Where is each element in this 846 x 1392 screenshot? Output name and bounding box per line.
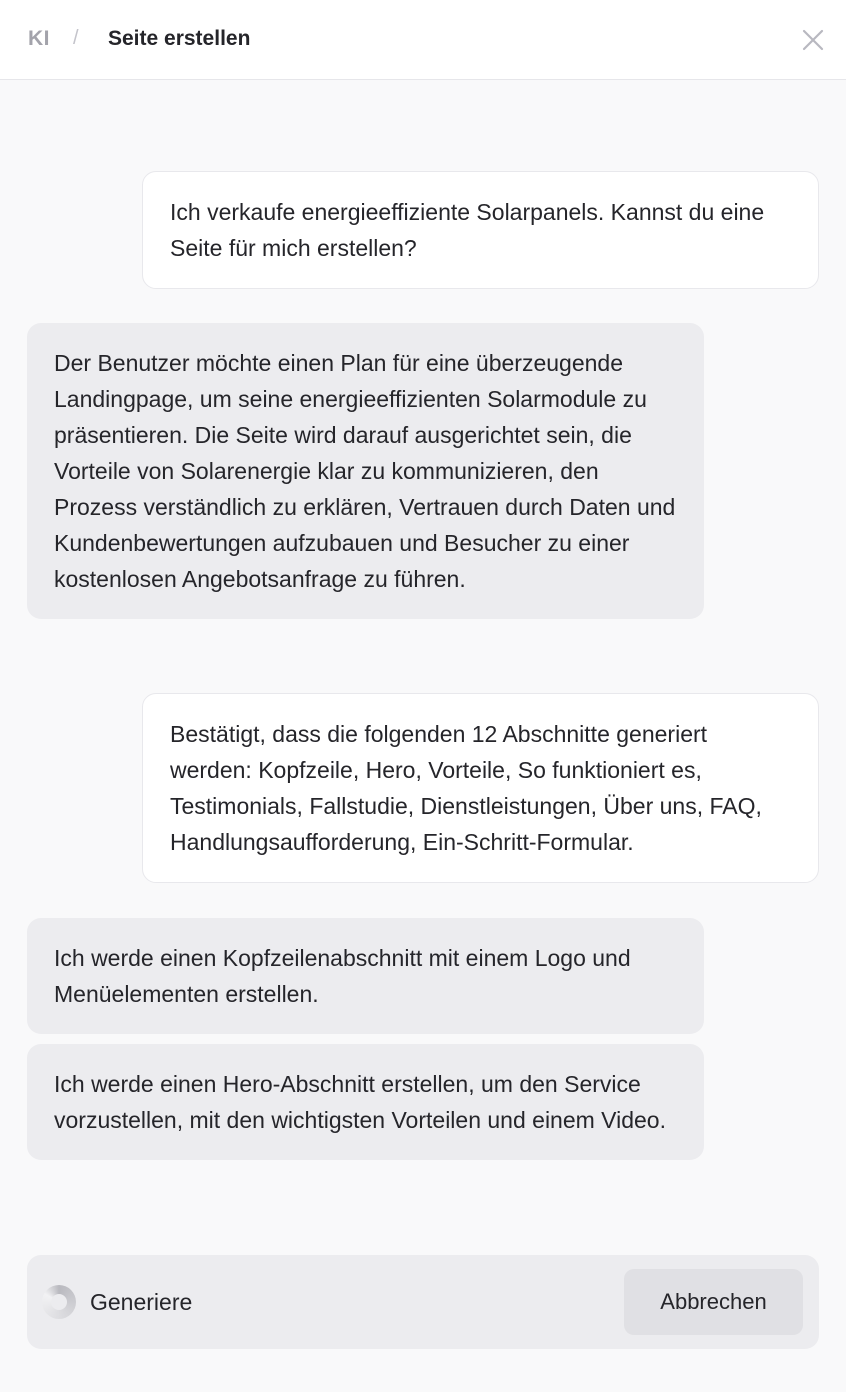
assistant-message: [27, 1044, 704, 1160]
page-title: Seite erstellen: [108, 27, 251, 50]
user-message: [142, 693, 819, 883]
message-text: Der Benutzer möchte einen Plan für eine überzeugende Landingpage, um seine energieeffizienten Solarmodule zu präsentieren. Die Seite wird darauf ausgerichtet sein, die Vorteile von Solarenergie klar zu kommunizieren, den Prozess verständlich zu erklären, Vertrauen durch Daten und Kundenbewertungen aufzubauen und Besucher zu einer kostenlosen Angebotsanfrage zu führen.: [54, 350, 676, 592]
loading-spinner-icon: [42, 1285, 76, 1319]
message-text: Ich werde einen Hero-Abschnitt erstellen, um den Service vorzustellen, mit den wichtigsten Vorteilen und einem Video.: [54, 1071, 666, 1133]
assistant-message: [27, 918, 704, 1034]
message-text: Bestätigt, dass die folgenden 12 Abschnitte generiert werden: Kopfzeile, Hero, Vorteile, So funktioniert es, Testimonials, Fallstudie, Dienstleistungen, Über uns, FAQ, Handlungsaufforderung, Ein-Schritt-Formular.: [170, 721, 762, 855]
close-icon: [798, 25, 828, 55]
generation-status-bar: [27, 1255, 819, 1349]
assistant-message: [27, 323, 704, 619]
cancel-button[interactable]: Abbrechen: [624, 1269, 803, 1335]
message-text: Ich verkaufe energieeffiziente Solarpanels. Kannst du eine Seite für mich erstellen?: [170, 199, 765, 261]
generating-status-label: Generiere: [90, 1289, 193, 1315]
breadcrumb-separator: /: [73, 27, 79, 49]
breadcrumb-root[interactable]: KI: [28, 27, 50, 50]
close-button[interactable]: [798, 25, 828, 55]
user-message: [142, 171, 819, 289]
top-bar: [0, 0, 846, 80]
message-text: Ich werde einen Kopfzeilenabschnitt mit einem Logo und Menüelementen erstellen.: [54, 945, 631, 1007]
